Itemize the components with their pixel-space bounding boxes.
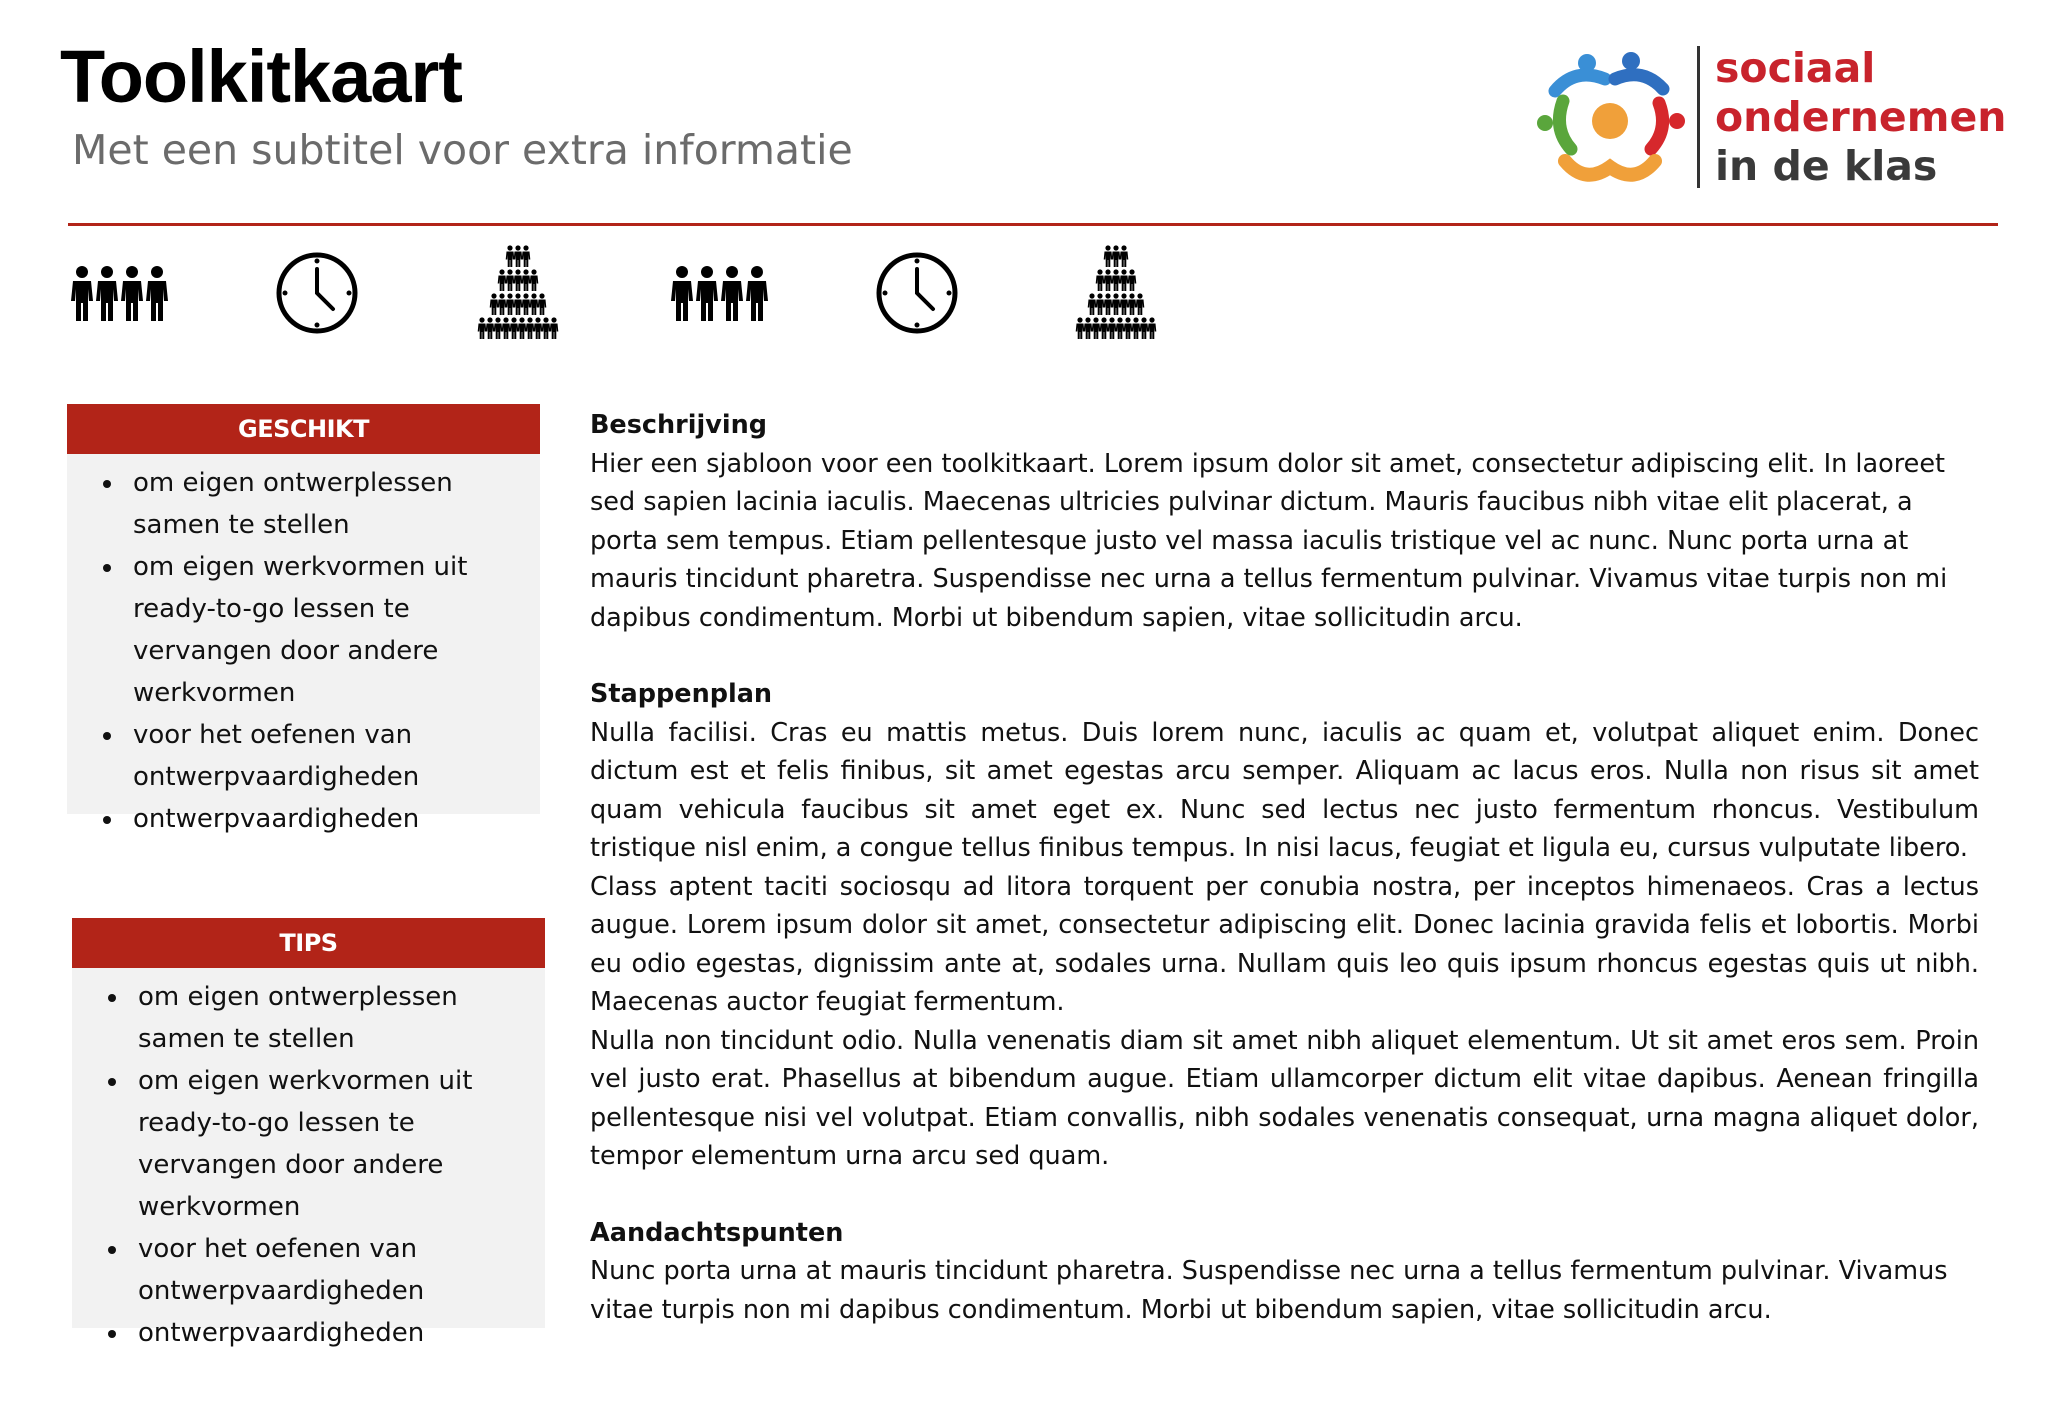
section-paragraph: Nulla facilisi. Cras eu mattis metus. Duis lorem nunc, iaculis ac quam et, volutpat aliquet enim. Donec dictum est et felis finibus, sit amet egestas arcu semper. Aliquam ac lacus eros. Nulla non risus sit amet quam vehicula faucibus sit amet eget ex. Nunc sed lectus nec justo fermentum rhoncus. Vestibulum tristique nisl enim, a congue tellus finibus tempus. In nisi lacus, feugiat et ligula eu, cursus vulputate libero.: [590, 717, 1979, 863]
page-title: Toolkitkaart: [60, 35, 462, 118]
section-paragraph: Class aptent taciti sociosqu ad litora torquent per conubia nostra, per inceptos himenaeos. Cras a lectus augue. Lorem ipsum dolor sit amet, consectetur adipiscing elit. Donec lacinia gravida felis et lobortis. Morbi eu odio egestas, dignissim ante at, sodales urna. Nullam quis leo quis ipsum rhoncus egestas quis ut nibh. Maecenas auctor feugiat fermentum.: [590, 871, 1979, 1017]
tips-header: TIPS: [72, 918, 545, 968]
section-paragraph: Nunc porta urna at mauris tincidunt pharetra. Suspendisse nec urna a tellus fermentum pulvinar. Vivamus vitae turpis non mi dapibus condimentum. Morbi ut bibendum sapien, vitae sollicitudin arcu.: [590, 1256, 1948, 1325]
list-item: • voor het oefenen van ontwerpvaardigheden: [130, 1228, 533, 1312]
section-beschrijving: [590, 406, 1979, 637]
geschikt-header: GESCHIKT: [67, 404, 540, 454]
section-stappenplan: [590, 675, 1979, 1176]
section-paragraph: Hier een sjabloon voor een toolkitkaart. Lorem ipsum dolor sit amet, consectetur adipiscing elit. In laoreet sed sapien lacinia iaculis. Maecenas ultricies pulvinar dictum. Mauris faucibus nibh vitae elit placerat, a porta sem tempus. Etiam pellentesque justo vel massa iaculis tristique vel ac nunc. Nunc porta urna at mauris tincidunt pharetra. Suspendisse nec urna a tellus fermentum pulvinar. Vivamus vitae turpis non mi dapibus condimentum. Morbi ut bibendum sapien, vitae sollicitudin arcu.: [590, 448, 1948, 633]
geschikt-list: [67, 454, 540, 854]
logo-text-line1: sociaal: [1715, 44, 1876, 92]
section-heading: Stappenplan: [590, 679, 773, 709]
geschikt-box: [67, 404, 540, 834]
logo-text-line3: in de klas: [1715, 142, 1938, 190]
tips-box: [72, 918, 545, 1348]
list-item: • ontwerpvaardigheden: [130, 1312, 533, 1354]
logo: [1535, 44, 2015, 194]
list-item: • om eigen ontwerplessen samen te stellen: [125, 462, 528, 546]
list-item: • ontwerpvaardigheden: [125, 798, 528, 840]
people-circle-logo-icon: [1535, 49, 1685, 189]
list-item: • om eigen werkvormen uit ready-to-go lessen te vervangen door andere werkvormen: [130, 1060, 533, 1228]
logo-divider: [1697, 46, 1700, 188]
list-item: • om eigen werkvormen uit ready-to-go lessen te vervangen door andere werkvormen: [125, 546, 528, 714]
clock-icon: [275, 251, 359, 335]
logo-text-line2: ondernemen: [1715, 93, 2007, 141]
list-item: • voor het oefenen van ontwerpvaardigheden: [125, 714, 528, 798]
section-heading: Aandachtspunten: [590, 1217, 844, 1248]
section-aandachtspunten: [590, 1214, 1979, 1330]
list-item: • om eigen ontwerplessen samen te stellen: [130, 976, 533, 1060]
section-heading: Beschrijving: [590, 410, 768, 440]
section-paragraph: Nulla non tincidunt odio. Nulla venenatis diam sit amet nibh aliquet elementum. Ut sit amet eros sem. Proin vel justo erat. Phasellus at bibendum augue. Etiam ullamcorper dictum elit vitae dapibus. Aenean fringilla pellentesque nisi vel volutpat. Etiam convallis, nibh sodales venenatis consequat, urna magna aliquet dolor, tempor elementum urna arcu sed quam.: [590, 1025, 1979, 1171]
crowd-icon: [1073, 245, 1159, 341]
group-of-people-icon: [70, 265, 170, 327]
crowd-icon: [475, 245, 561, 341]
main-content: [590, 406, 1979, 1367]
page-subtitle: Met een subtitel voor extra informatie: [72, 126, 853, 174]
group-of-people-icon: [670, 265, 770, 327]
header-divider: [68, 223, 1998, 226]
clock-icon: [875, 251, 959, 335]
tips-list: [72, 968, 545, 1368]
